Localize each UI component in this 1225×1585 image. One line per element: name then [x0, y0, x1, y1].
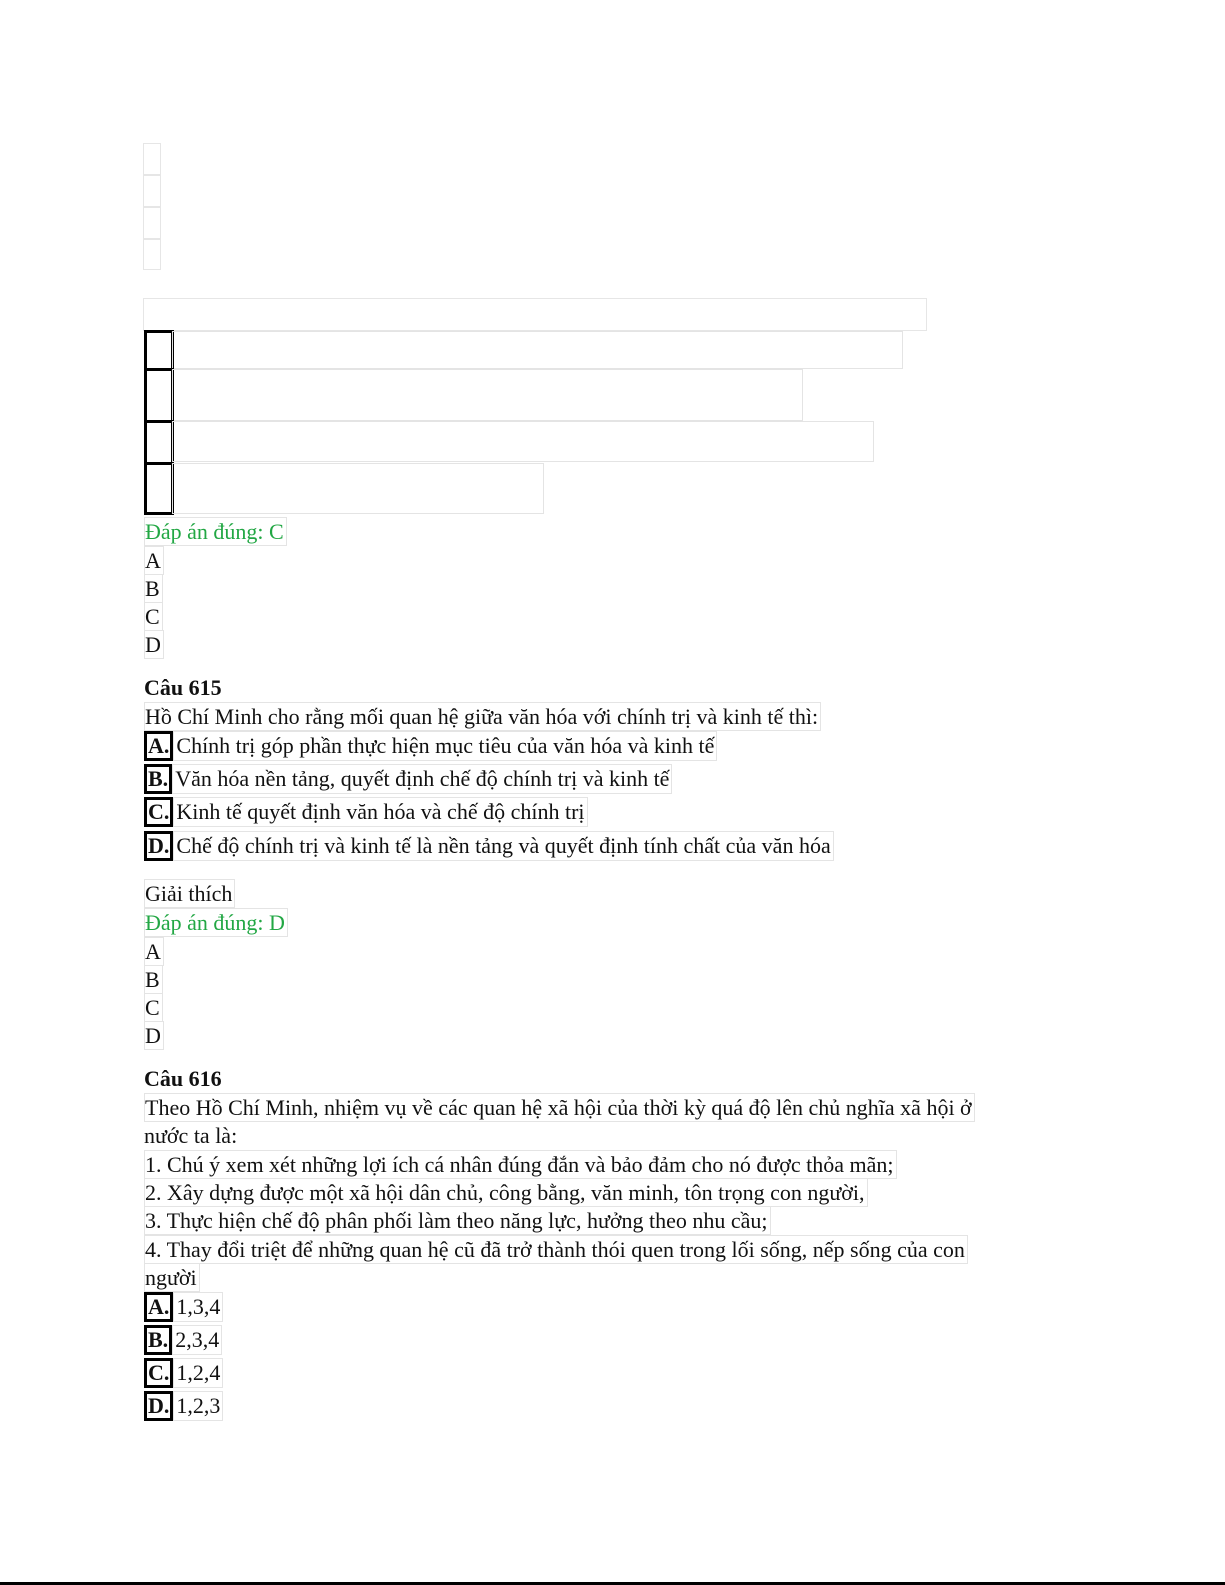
prev-letter-b: B — [144, 574, 163, 603]
q615-correct-answer: Đáp án đúng: D — [144, 908, 288, 937]
q616-item-4: 4. Thay đổi triệt để những quan hệ cũ đã trở thành thói quen trong lối sống, nếp sống của con — [144, 1235, 968, 1264]
q616-question-line2: nước ta là: — [144, 1123, 238, 1148]
option-text: Văn hóa nền tảng, quyết định chế độ chính trị và kinh tế — [172, 764, 672, 794]
q615-option-b[interactable] — [144, 764, 672, 794]
empty-cell-1 — [143, 143, 161, 175]
empty-cell-2 — [143, 175, 161, 207]
option-key: D. — [144, 1391, 173, 1421]
prev-letter-c: C — [144, 602, 163, 631]
option-text: 1,3,4 — [173, 1292, 223, 1322]
prev-correct-answer: Đáp án đúng: C — [144, 517, 287, 546]
q615-option-c[interactable] — [144, 797, 588, 827]
q615-option-a[interactable] — [144, 731, 717, 761]
empty-option-key-a — [144, 330, 174, 371]
prev-letter-a: A — [144, 546, 164, 575]
option-key: A. — [144, 1292, 173, 1322]
q615-title: Câu 615 — [144, 675, 222, 700]
option-text: 1,2,3 — [173, 1391, 223, 1421]
option-text: Kinh tế quyết định văn hóa và chế độ chính trị — [173, 797, 587, 827]
empty-option-key-c — [144, 420, 174, 465]
q615-option-d[interactable] — [144, 831, 834, 861]
q615-letter-d: D — [144, 1021, 164, 1050]
q616-title: Câu 616 — [144, 1066, 222, 1091]
option-text: Chế độ chính trị và kinh tế là nền tảng và quyết định tính chất của văn hóa — [173, 831, 833, 861]
prev-letter-d: D — [144, 630, 164, 659]
empty-option-text-c — [172, 421, 874, 462]
option-key: A. — [144, 731, 173, 761]
empty-cell-3 — [143, 207, 161, 239]
q616-item-4-cont: người — [144, 1263, 200, 1292]
q616-item-3: 3. Thực hiện chế độ phân phối làm theo năng lực, hưởng theo nhu cầu; — [144, 1206, 771, 1235]
option-text: Chính trị góp phần thực hiện mục tiêu của văn hóa và kinh tế — [173, 731, 717, 761]
option-key: C. — [144, 1358, 173, 1388]
empty-option-key-d — [144, 462, 174, 515]
q616-item-2: 2. Xây dựng được một xã hội dân chủ, công bằng, văn minh, tôn trọng con người, — [144, 1178, 868, 1207]
q615-letter-b: B — [144, 965, 163, 994]
empty-cell-4 — [143, 239, 161, 270]
option-text: 1,2,4 — [173, 1358, 223, 1388]
q615-question: Hồ Chí Minh cho rằng mối quan hệ giữa văn hóa với chính trị và kinh tế thì: — [144, 702, 821, 731]
q616-option-c[interactable] — [144, 1358, 223, 1388]
q616-option-b[interactable] — [144, 1325, 222, 1355]
q615-explain: Giải thích — [144, 879, 235, 908]
q615-letter-a: A — [144, 937, 164, 966]
option-key: C. — [144, 797, 173, 827]
option-key: D. — [144, 831, 173, 861]
empty-question-box — [143, 298, 927, 331]
q615-letter-c: C — [144, 993, 163, 1022]
q616-option-d[interactable] — [144, 1391, 223, 1421]
q616-option-a[interactable] — [144, 1292, 223, 1322]
option-key: B. — [144, 1325, 172, 1355]
empty-option-text-a — [172, 331, 903, 369]
q616-item-1: 1. Chú ý xem xét những lợi ích cá nhân đúng đắn và bảo đảm cho nó được thỏa mãn; — [144, 1150, 897, 1179]
empty-option-key-b — [144, 368, 174, 423]
option-key: B. — [144, 764, 172, 794]
q616-question-line1: Theo Hồ Chí Minh, nhiệm vụ về các quan hệ xã hội của thời kỳ quá độ lên chủ nghĩa xã hội ở — [144, 1093, 975, 1122]
option-text: 2,3,4 — [172, 1325, 222, 1355]
empty-option-text-d — [172, 463, 544, 514]
empty-option-text-b — [172, 369, 803, 421]
